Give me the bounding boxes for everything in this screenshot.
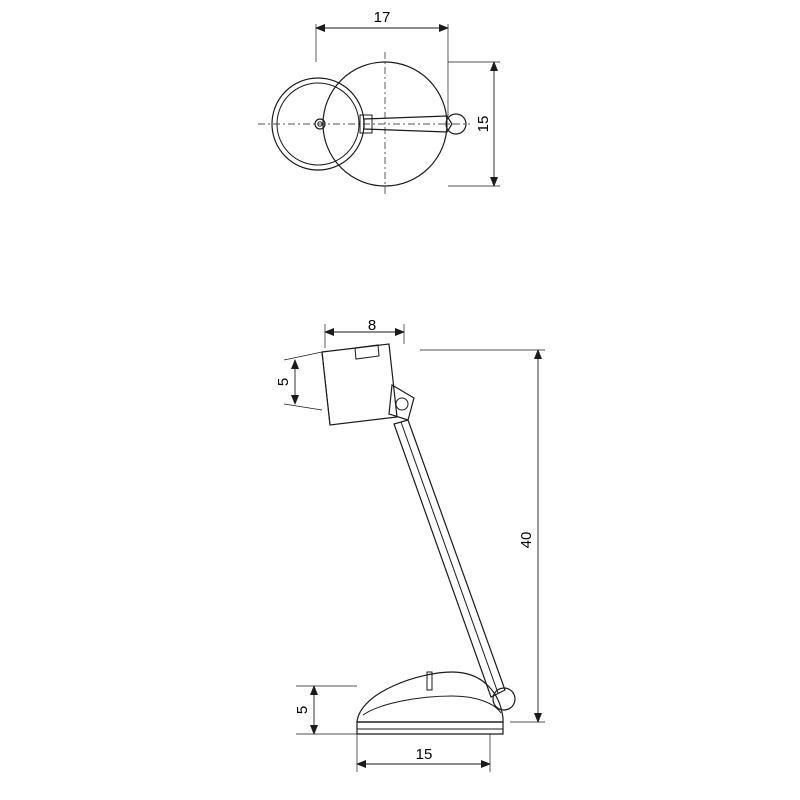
side-view-dimensions <box>275 317 545 772</box>
dim-total-height-text: 40 <box>518 531 535 549</box>
dim-top-width-text: 17 <box>373 9 391 26</box>
dim-top-depth-text: 15 <box>475 115 492 133</box>
dim-shade-height-text: 5 <box>275 377 292 387</box>
dim-base-height-text: 5 <box>294 705 311 715</box>
top-view-dimensions <box>316 9 500 186</box>
side-view-geometry <box>322 344 515 734</box>
dim-base-width-text: 15 <box>415 746 433 763</box>
dim-shade-length-text: 8 <box>367 317 377 334</box>
top-view-geometry <box>258 52 470 196</box>
